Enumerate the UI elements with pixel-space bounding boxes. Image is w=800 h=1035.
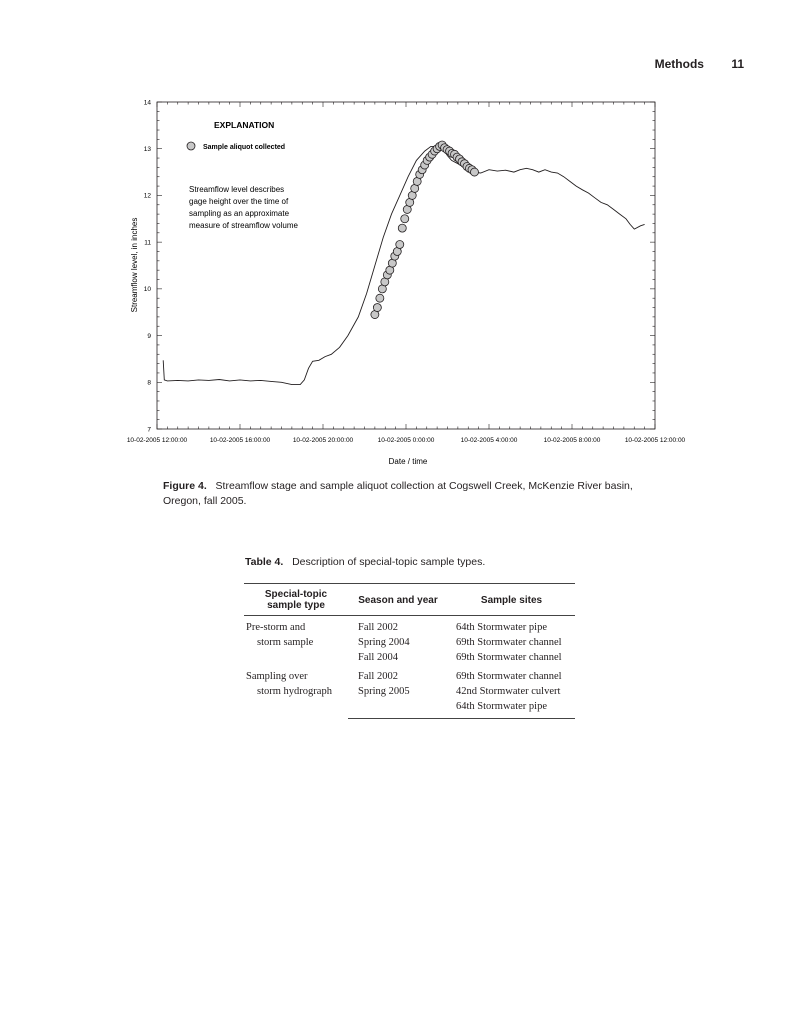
header-type-line1: Special-topic	[264, 589, 328, 600]
legend-note-1: Streamflow level describes	[189, 185, 285, 194]
cell-site: 64th Stormwater pipe	[456, 622, 547, 633]
cell-season: Spring 2005	[358, 686, 410, 697]
y-tick-label: 7	[147, 426, 151, 434]
cell-season: Fall 2004	[358, 652, 398, 663]
legend	[187, 120, 298, 230]
sample-point	[401, 215, 409, 223]
x-tick-label: 10-02-2005 0:00:00	[377, 437, 435, 444]
cell-site: 64th Stormwater pipe	[448, 699, 575, 719]
x-tick-label: 10-02-2005 12:00:00	[126, 437, 188, 444]
legend-note-3: sampling as an approximate	[189, 209, 290, 218]
page-number: 11	[731, 57, 744, 71]
cell-season: Fall 2002	[358, 622, 398, 633]
table-row	[244, 665, 575, 684]
sample-point	[373, 304, 381, 312]
header-type-line2: sample type	[267, 600, 325, 611]
header-sample-type	[244, 584, 348, 616]
y-axis-label: Streamflow level, in inches	[130, 217, 139, 313]
y-tick-label: 8	[147, 379, 151, 387]
cell-site: 42nd Stormwater culvert	[456, 686, 561, 697]
cell-site: 69th Stormwater channel	[456, 652, 562, 663]
plot-frame	[157, 102, 655, 429]
table-title-text: Description of special-topic sample types.	[292, 556, 486, 568]
sample-point	[396, 240, 404, 248]
type-line1: Sampling over	[246, 671, 308, 682]
running-head-section: Methods	[654, 57, 704, 71]
streamflow-line	[163, 146, 644, 384]
table-label: Table 4.	[245, 556, 284, 568]
cell-season: Fall 2002	[358, 671, 398, 682]
legend-marker	[187, 142, 195, 150]
cell-site: 69th Stormwater channel	[456, 637, 562, 648]
cell-sample-type	[244, 616, 348, 666]
figure-label: Figure 4.	[163, 480, 207, 492]
sample-point	[470, 168, 478, 176]
figure-caption-text: Streamflow stage and sample aliquot collection at Cogswell Creek, McKenzie River basin, Oregon, fall 2005.	[163, 480, 633, 507]
cell-sample-type	[244, 665, 348, 719]
figure-caption	[163, 479, 643, 509]
x-tick-label: 10-02-2005 12:00:00	[624, 437, 686, 444]
y-tick-label: 14	[143, 99, 151, 107]
type-line1: Pre-storm and	[246, 622, 306, 633]
y-tick-label: 11	[144, 239, 151, 247]
type-line2: storm hydrograph	[257, 686, 332, 697]
y-tick-label: 10	[143, 286, 151, 294]
header-season: Season and year	[348, 584, 448, 616]
legend-title: EXPLANATION	[214, 120, 275, 130]
table-header-row	[244, 584, 575, 616]
cell-season: Spring 2004	[358, 637, 410, 648]
legend-note-2: gage height over the time of	[189, 197, 289, 206]
streamflow-chart	[0, 0, 800, 470]
table-row	[244, 616, 575, 636]
table-title	[245, 556, 485, 568]
x-tick-label: 10-02-2005 16:00:00	[209, 437, 271, 444]
cell-site: 69th Stormwater channel	[456, 671, 562, 682]
legend-marker-label: Sample aliquot collected	[203, 144, 286, 151]
x-tick-label: 10-02-2005 4:00:00	[460, 437, 518, 444]
y-tick-label: 9	[147, 332, 151, 340]
sample-point	[398, 224, 406, 232]
y-tick-label: 13	[143, 146, 151, 154]
sample-point	[376, 294, 384, 302]
sample-types-table	[244, 583, 575, 719]
x-tick-label: 10-02-2005 20:00:00	[292, 437, 354, 444]
y-tick-label: 12	[143, 192, 151, 200]
x-axis-label: Date / time	[388, 457, 428, 466]
type-line2: storm sample	[257, 637, 314, 648]
header-sites: Sample sites	[448, 584, 575, 616]
legend-note-4: measure of streamflow volume	[189, 221, 298, 230]
cell-season	[348, 699, 448, 719]
x-tick-label: 10-02-2005 8:00:00	[543, 437, 601, 444]
